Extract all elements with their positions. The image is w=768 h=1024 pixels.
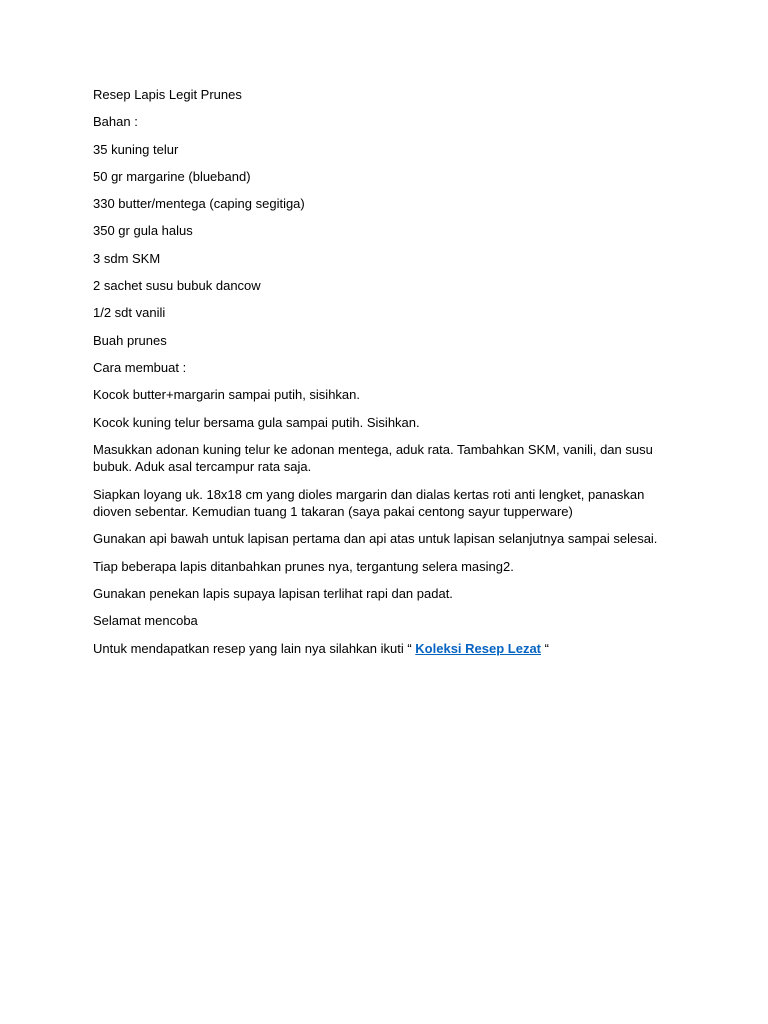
method-step: Gunakan api bawah untuk lapisan pertama dan api atas untuk lapisan selanjutnya sampai selesai. [93,531,658,547]
method-step: Kocok kuning telur bersama gula sampai putih. Sisihkan. [93,414,420,430]
method-step: Gunakan penekan lapis supaya lapisan terlihat rapi dan padat. [93,586,453,602]
method-heading: Cara membuat : [93,359,187,375]
closing-text: Selamat mencoba [93,613,198,629]
method-step: Siapkan loyang uk. 18x18 cm yang dioles margarin dan dialas kertas roti anti lengket, panaskan dioven sebentar. Kemudian tuang 1 takaran (saya pakai centong sayur tupperware) [93,486,645,520]
method-step: Tiap beberapa lapis ditanbahkan prunes nya, tergantung selera masing2. [93,558,514,574]
ingredient-item: 3 sdm SKM [93,250,161,266]
recipe-title: Resep Lapis Legit Prunes [93,87,242,102]
footer-suffix: “ [541,640,549,656]
method-step: Kocok butter+margarin sampai putih, sisihkan. [93,387,360,403]
footer-prefix: Untuk mendapatkan resep yang lain nya silahkan ikuti “ [93,640,416,656]
ingredient-item: 1/2 sdt vanili [93,305,166,321]
footer-line [93,640,673,658]
ingredient-item: 50 gr margarine (blueband) [93,168,251,184]
ingredients-heading: Bahan : [93,114,138,130]
ingredient-item: Buah prunes [93,332,167,348]
ingredient-item: 350 gr gula halus [93,223,193,239]
ingredient-item: 330 butter/mentega (caping segitiga) [93,196,305,212]
method-step: Masukkan adonan kuning telur ke adonan mentega, aduk rata. Tambahkan SKM, vanili, dan susu bubuk. Aduk asal tercampur rata saja. [93,441,653,475]
ingredient-item: 2 sachet susu bubuk dancow [93,278,261,294]
ingredient-item: 35 kuning telur [93,141,179,157]
koleksi-resep-link[interactable]: Koleksi Resep Lezat [415,640,542,656]
document-body [93,86,673,667]
